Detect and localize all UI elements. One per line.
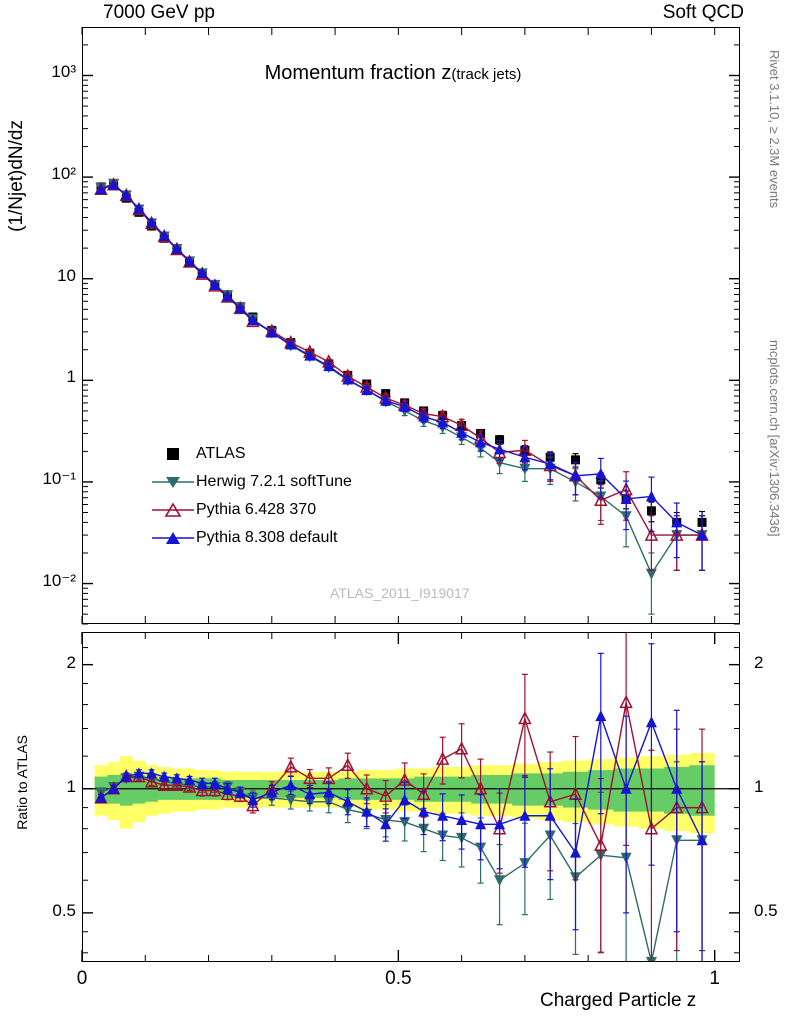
ratio-y-tick-label-right: 1 bbox=[754, 776, 764, 796]
header-left-label: 7000 GeV pp bbox=[103, 2, 215, 23]
x-tick-label: 0.5 bbox=[385, 968, 412, 989]
main-y-tick-label: 10³ bbox=[51, 62, 76, 82]
legend-marker-pythia8 bbox=[150, 527, 196, 549]
ratio-y-tick-label: 2 bbox=[66, 652, 76, 672]
legend-marker-pythia6 bbox=[150, 499, 196, 521]
ratio-y-tick-label: 1 bbox=[66, 776, 76, 796]
legend-item bbox=[150, 468, 352, 496]
legend-marker-herwig bbox=[150, 471, 196, 493]
main-y-tick-label: 10 bbox=[57, 265, 76, 285]
legend-label-pythia8: Pythia 8.308 default bbox=[196, 529, 338, 546]
x-axis-title: Charged Particle z bbox=[540, 990, 697, 1011]
ratio-y-axis-title: Ratio to ATLAS bbox=[14, 735, 30, 830]
legend-label-atlas: ATLAS bbox=[196, 445, 246, 462]
legend bbox=[150, 440, 352, 552]
legend-marker-atlas bbox=[150, 443, 196, 465]
ratio-y-tick-label-right: 0.5 bbox=[754, 900, 778, 920]
main-y-tick-label: 10² bbox=[51, 164, 76, 184]
x-tick-label: 1 bbox=[709, 968, 720, 989]
main-y-tick-label: 10⁻¹ bbox=[42, 468, 76, 488]
x-tick-label: 0 bbox=[76, 968, 88, 989]
chart-title-main: Momentum fraction z bbox=[264, 62, 452, 84]
rivet-credit-label: Rivet 3.1.10, ≥ 2.3M events bbox=[767, 50, 782, 209]
chart-title-sub: (track jets) bbox=[451, 66, 522, 83]
legend-label-herwig: Herwig 7.2.1 softTune bbox=[196, 473, 352, 490]
ratio-y-tick-label-right: 2 bbox=[754, 652, 764, 672]
main-y-tick-label: 1 bbox=[66, 367, 76, 387]
ratio-y-tick-label: 0.5 bbox=[52, 900, 76, 920]
legend-item bbox=[150, 524, 352, 552]
legend-item bbox=[150, 496, 352, 524]
mcplots-credit-label: mcplots.cern.ch [arXiv:1306.3436] bbox=[767, 340, 782, 537]
legend-label-pythia6: Pythia 6.428 370 bbox=[196, 501, 317, 518]
legend-item bbox=[150, 440, 352, 468]
main-y-tick-label: 10⁻² bbox=[42, 570, 76, 590]
header-right-label: Soft QCD bbox=[662, 2, 744, 23]
analysis-watermark: ATLAS_2011_I919017 bbox=[330, 585, 470, 601]
main-y-axis-title: (1/Njet)dN/dz bbox=[6, 120, 27, 232]
